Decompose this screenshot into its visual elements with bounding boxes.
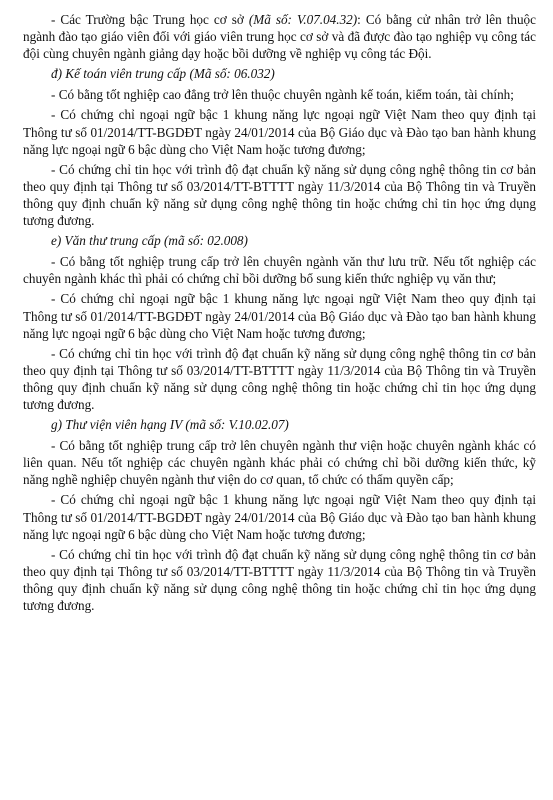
paragraph-body: : Có bằng cử nhân trở lên thuộc ngành đào tạo giáo viên đối với giáo viên trung học cơ sở và đã được đào tạo nghiệp vụ công tác đội cùng chuyên ngành giảng dạy hoặc bồi dưỡng về nghiệp vụ công tác Đội. xyxy=(23,12,536,62)
paragraph-accountant-language: - Có chứng chỉ ngoại ngữ bậc 1 khung năng lực ngoại ngữ Việt Nam theo quy định tại Thông tư số 01/2014/TT-BGDĐT ngày 24/01/2014 của Bộ Giáo dục và Đào tạo ban hành khung năng lực ngoại ngữ 6 bậc dùng cho Việt Nam hoặc tương đương; xyxy=(23,107,536,157)
paragraph-clerk-it: - Có chứng chỉ tin học với trình độ đạt chuẩn kỹ năng sử dụng công nghệ thông tin cơ bản theo quy định tại Thông tư số 03/2014/TT-BTTTT ngày 11/3/2014 của Bộ Thông tin và Truyền thông quy định chuẩn kỹ năng sử dụng công nghệ thông tin hoặc chứng chỉ tin học ứng dụng tương đương. xyxy=(23,345,536,412)
paragraph-accountant-degree: - Có bằng tốt nghiệp cao đẳng trở lên thuộc chuyên ngành kế toán, kiểm toán, tài chính; xyxy=(51,87,514,103)
section-heading-librarian: g) Thư viện viên hạng IV (mã số: V.10.02.07) xyxy=(51,417,289,433)
paragraph-thcs-requirement xyxy=(23,11,536,62)
paragraph-librarian-language: - Có chứng chỉ ngoại ngữ bậc 1 khung năng lực ngoại ngữ Việt Nam theo quy định tại Thông tư số 01/2014/TT-BGDĐT ngày 24/01/2014 của Bộ Giáo dục và Đào tạo ban hành khung năng lực ngoại ngữ 6 bậc dùng cho Việt Nam hoặc tương đương; xyxy=(23,492,536,542)
paragraph-lead: - Các Trường bậc Trung học cơ sở xyxy=(51,12,249,27)
paragraph-librarian-degree: - Có bằng tốt nghiệp trung cấp trở lên chuyên ngành thư viện hoặc chuyên ngành khác có liên quan. Nếu tốt nghiệp các chuyên ngành khác phải có chứng chỉ bồi dưỡng kiến thức, kỹ năng nghề nghiệp chuyên ngành thư viện do cơ quan, tổ chức có thẩm quyền cấp; xyxy=(23,438,536,488)
section-heading-accountant: đ) Kế toán viên trung cấp (Mã số: 06.032) xyxy=(51,66,275,82)
paragraph-accountant-it: - Có chứng chỉ tin học với trình độ đạt chuẩn kỹ năng sử dụng công nghệ thông tin cơ bản theo quy định tại Thông tư số 03/2014/TT-BTTTT ngày 11/3/2014 của Bộ Thông tin và Truyền thông quy định chuẩn kỹ năng sử dụng công nghệ thông tin hoặc chứng chỉ tin học ứng dụng tương đương. xyxy=(23,161,536,229)
paragraph-clerk-language: - Có chứng chỉ ngoại ngữ bậc 1 khung năng lực ngoại ngữ Việt Nam theo quy định tại Thông tư số 01/2014/TT-BGDĐT ngày 24/01/2014 của Bộ Giáo dục và Đào tạo ban hành khung năng lực ngoại ngữ 6 bậc dùng cho Việt Nam hoặc tương đương; xyxy=(23,291,536,341)
paragraph-clerk-degree: - Có bằng tốt nghiệp trung cấp trở lên chuyên ngành văn thư lưu trữ. Nếu tốt nghiệp các chuyên ngành khác thì phải có chứng chỉ bồi dưỡng bổ sung kiến thức nghiệp vụ văn thư; xyxy=(23,254,536,287)
paragraph-librarian-it: - Có chứng chỉ tin học với trình độ đạt chuẩn kỹ năng sử dụng công nghệ thông tin cơ bản theo quy định tại Thông tư số 03/2014/TT-BTTTT ngày 11/3/2014 của Bộ Thông tin và Truyền thông quy định chuẩn kỹ năng sử dụng công nghệ thông tin hoặc chứng chỉ tin học ứng dụng tương đương. xyxy=(23,546,536,613)
section-heading-clerk: e) Văn thư trung cấp (mã số: 02.008) xyxy=(51,233,248,249)
position-code: (Mã số: V.07.04.32) xyxy=(248,12,358,27)
